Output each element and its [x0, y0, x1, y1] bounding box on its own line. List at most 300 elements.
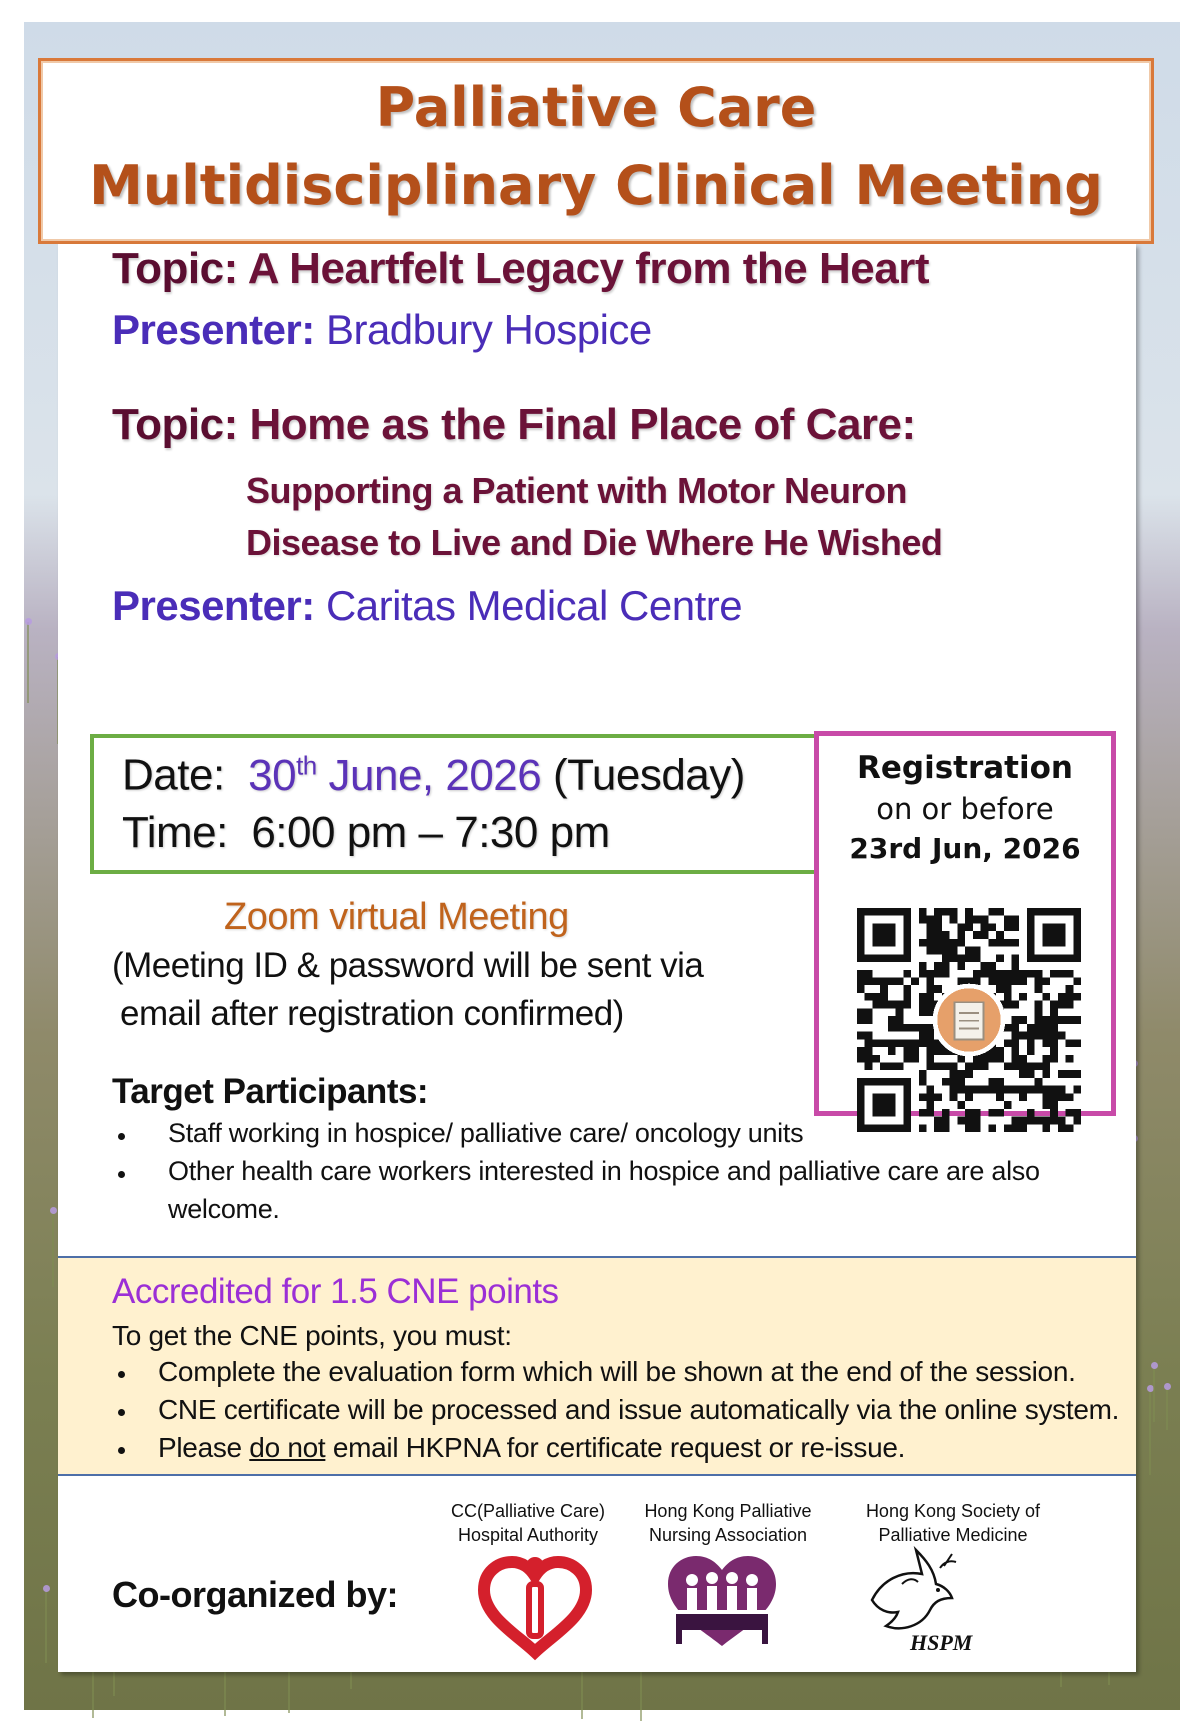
qr-module [957, 1070, 965, 1078]
target-heading: Target Participants: [112, 1072, 429, 1111]
qr-module [911, 1047, 919, 1055]
qr-module [1011, 923, 1019, 931]
qr-module [1066, 1070, 1074, 1078]
flower-stem [27, 622, 29, 703]
qr-module [1004, 1101, 1012, 1109]
qr-module [919, 1078, 927, 1086]
organizer-ha-label [428, 1499, 628, 1547]
qr-module [1019, 993, 1027, 1001]
qr-module [1042, 1093, 1050, 1101]
time-line [122, 808, 610, 858]
session-1-topic [112, 244, 929, 294]
qr-module [934, 908, 942, 916]
qr-module [1011, 970, 1019, 978]
venue-note-line-1: (Meeting ID & password will be sent via [112, 946, 704, 985]
qr-module [988, 908, 996, 916]
qr-module [1050, 1093, 1058, 1101]
qr-module [903, 1024, 911, 1032]
lavender-flower [25, 618, 32, 625]
qr-module [957, 939, 965, 947]
qr-module [1011, 1047, 1019, 1055]
qr-module [880, 993, 888, 1001]
registration-qr-code[interactable] [857, 908, 1081, 1132]
qr-module [1019, 1070, 1027, 1078]
qr-module [973, 954, 981, 962]
qr-module [1019, 1086, 1027, 1094]
flower-stem [1166, 1387, 1168, 1430]
qr-module [965, 908, 973, 916]
hospital-authority-logo-icon [476, 1554, 594, 1658]
qr-module [957, 923, 965, 931]
qr-module [996, 1109, 1004, 1117]
qr-module [1027, 1039, 1035, 1047]
qr-module [1019, 978, 1027, 986]
qr-module [1066, 1124, 1074, 1132]
qr-module [1042, 993, 1050, 1001]
qr-module [927, 1093, 935, 1101]
qr-module [996, 954, 1004, 962]
qr-module [1027, 1070, 1035, 1078]
qr-module [981, 923, 989, 931]
qr-module [1035, 1016, 1043, 1024]
qr-module [1066, 993, 1074, 1001]
cne-item-3 [158, 1432, 905, 1464]
qr-module [973, 970, 981, 978]
qr-module [919, 1070, 927, 1078]
date-value [248, 751, 541, 800]
qr-module [919, 908, 927, 916]
organizer-ha-line-2: Hospital Authority [457, 1525, 599, 1545]
organizer-hkpna-label [618, 1499, 838, 1547]
qr-module [934, 1093, 942, 1101]
qr-module [988, 978, 996, 986]
qr-module [1066, 1109, 1074, 1117]
qr-module [919, 916, 927, 924]
qr-module [1019, 1016, 1027, 1024]
registration-deadline: 23rd Jun, 2026 [849, 832, 1081, 865]
qr-module [1004, 923, 1012, 931]
qr-module [934, 931, 942, 939]
bullet-dot [118, 1133, 125, 1140]
qr-module [996, 908, 1004, 916]
qr-module [981, 970, 989, 978]
qr-module [1073, 1070, 1081, 1078]
qr-module [1019, 1124, 1027, 1132]
qr-module [1050, 1039, 1058, 1047]
qr-module [927, 923, 935, 931]
qr-module [1011, 1001, 1019, 1009]
qr-module [1011, 978, 1019, 986]
qr-module [880, 1039, 888, 1047]
qr-module [903, 970, 911, 978]
qr-module [1050, 970, 1058, 978]
qr-module [1042, 978, 1050, 986]
qr-module [919, 1124, 927, 1132]
qr-module [973, 916, 981, 924]
qr-module [1050, 1047, 1058, 1055]
qr-module [950, 939, 958, 947]
title-line-2: Multidisciplinary Clinical Meeting [89, 154, 1103, 217]
qr-module [927, 1032, 935, 1040]
qr-module [1011, 916, 1019, 924]
qr-module [942, 954, 950, 962]
qr-module [1066, 1001, 1074, 1009]
session-2-subtitle-line-1: Supporting a Patient with Motor Neuron [246, 470, 907, 511]
qr-module [857, 1032, 865, 1040]
topic-title: : A Heartfelt Legacy from the Heart [223, 244, 929, 293]
date-rest: June, 2026 [328, 750, 542, 800]
qr-module [880, 985, 888, 993]
qr-module [1058, 1001, 1066, 1009]
cne-section [58, 1256, 1136, 1476]
qr-module [927, 931, 935, 939]
qr-module [1011, 1016, 1019, 1024]
qr-module [950, 908, 958, 916]
qr-module [1042, 1062, 1050, 1070]
qr-module [872, 1039, 880, 1047]
qr-module [965, 1117, 973, 1125]
qr-module [1004, 916, 1012, 924]
qr-module [1004, 993, 1012, 1001]
qr-module [1050, 1117, 1058, 1125]
organizer-hkpna-line-2: Nursing Association [648, 1525, 808, 1545]
qr-module [981, 1055, 989, 1063]
qr-module [927, 939, 935, 947]
qr-module [934, 1124, 942, 1132]
qr-module [896, 1016, 904, 1024]
cne-item-2: CNE certificate will be processed and issue automatically via the online system. [158, 1394, 1120, 1425]
qr-module [981, 916, 989, 924]
qr-module [934, 923, 942, 931]
registration-title: Registration [856, 750, 1073, 786]
qr-module [996, 1086, 1004, 1094]
qr-module [965, 1124, 973, 1132]
qr-module [872, 993, 880, 1001]
qr-module [1042, 1024, 1050, 1032]
session-2-subtitle-line-2: Disease to Live and Die Where He Wished [246, 522, 943, 563]
qr-module [1019, 970, 1027, 978]
hkpna-logo-icon [662, 1550, 782, 1650]
session-1-presenter [112, 306, 652, 354]
qr-module [942, 1117, 950, 1125]
qr-module [927, 916, 935, 924]
date-line [122, 750, 745, 801]
venue-title: Zoom virtual Meeting [224, 896, 569, 938]
qr-module [965, 947, 973, 955]
qr-module [919, 993, 927, 1001]
qr-module [857, 978, 865, 986]
qr-module [1011, 1055, 1019, 1063]
qr-module [865, 970, 873, 978]
qr-module [1004, 1086, 1012, 1094]
qr-module [934, 916, 942, 924]
qr-module [1004, 939, 1012, 947]
qr-module [1019, 1062, 1027, 1070]
qr-module [988, 1078, 996, 1086]
qr-module [919, 1001, 927, 1009]
registration-box [814, 731, 1116, 1116]
title-line-1: Palliative Care [375, 76, 817, 139]
qr-module [957, 1078, 965, 1086]
qr-module [965, 1070, 973, 1078]
qr-module [981, 1062, 989, 1070]
qr-module [857, 985, 865, 993]
qr-module [903, 1047, 911, 1055]
qr-module [1058, 1124, 1066, 1132]
qr-module [1073, 978, 1081, 986]
qr-module [903, 1055, 911, 1063]
qr-module [957, 954, 965, 962]
qr-module [1011, 1032, 1019, 1040]
date-weekday: (Tuesday) [552, 750, 745, 800]
qr-module [1058, 1093, 1066, 1101]
qr-module [911, 1024, 919, 1032]
qr-module [965, 1109, 973, 1117]
qr-module [973, 1109, 981, 1117]
qr-module [1073, 993, 1081, 1001]
qr-module [903, 985, 911, 993]
qr-module [942, 908, 950, 916]
qr-module [1035, 1078, 1043, 1086]
qr-module [942, 1062, 950, 1070]
hkspm-dove-logo-icon [852, 1540, 973, 1656]
qr-module [957, 1101, 965, 1109]
presenter-name: Bradbury Hospice [325, 306, 652, 353]
qr-module [988, 1124, 996, 1132]
qr-module [865, 1032, 873, 1040]
qr-module [988, 962, 996, 970]
qr-module [1035, 1062, 1043, 1070]
qr-module [927, 1039, 935, 1047]
qr-module [996, 985, 1004, 993]
qr-module [857, 970, 865, 978]
qr-module [934, 939, 942, 947]
qr-module [1027, 1062, 1035, 1070]
qr-module [934, 1047, 942, 1055]
qr-module [1004, 1039, 1012, 1047]
qr-module [911, 1055, 919, 1063]
qr-module [988, 1109, 996, 1117]
qr-module [957, 962, 965, 970]
qr-module [1058, 1070, 1066, 1078]
qr-module [973, 1086, 981, 1094]
qr-module [888, 1016, 896, 1024]
qr-module [927, 1086, 935, 1094]
date-suffix: th [296, 750, 317, 780]
qr-module [950, 954, 958, 962]
session-2-presenter [112, 582, 742, 630]
qr-module [1004, 1062, 1012, 1070]
qr-module [965, 923, 973, 931]
qr-module [1042, 1032, 1050, 1040]
qr-module [1058, 1117, 1066, 1125]
qr-module [1019, 1117, 1027, 1125]
qr-module [1050, 1101, 1058, 1109]
qr-module [957, 931, 965, 939]
qr-module [1066, 1093, 1074, 1101]
target-item-1: Staff working in hospice/ palliative care/ oncology units [168, 1118, 804, 1148]
qr-module [888, 1039, 896, 1047]
qr-module [1050, 1001, 1058, 1009]
registration-sub: on or before [876, 792, 1054, 826]
qr-module [965, 1062, 973, 1070]
qr-module [1073, 1039, 1081, 1047]
qr-module [942, 939, 950, 947]
qr-module [857, 1016, 865, 1024]
qr-module [1042, 1101, 1050, 1109]
qr-module [1073, 1086, 1081, 1094]
qr-module [1035, 978, 1043, 986]
qr-module [1035, 1086, 1043, 1094]
qr-module [942, 947, 950, 955]
qr-module [1004, 1124, 1012, 1132]
target-item-2: Other health care workers interested in hospice and palliative care are also [168, 1156, 1040, 1186]
qr-module [1011, 939, 1019, 947]
organizer-hkspm-line-1: Hong Kong Society of [865, 1501, 1041, 1521]
qr-module [988, 939, 996, 947]
qr-module [1050, 1086, 1058, 1094]
qr-module [896, 1001, 904, 1009]
qr-module [857, 1008, 865, 1016]
qr-module [996, 970, 1004, 978]
qr-module [988, 1055, 996, 1063]
qr-module [981, 931, 989, 939]
lavender-flower [50, 1207, 57, 1214]
qr-module [919, 1039, 927, 1047]
lavender-flower [43, 1585, 50, 1592]
cne-item-3-before: Please [158, 1432, 250, 1463]
qr-module [911, 978, 919, 986]
qr-module [950, 1070, 958, 1078]
bullet-dot [118, 1447, 125, 1454]
qr-module [1004, 985, 1012, 993]
lavender-flower [1164, 1383, 1171, 1390]
cne-item-3-after: email HKPNA for certificate request or re-issue. [325, 1432, 906, 1463]
qr-module [1042, 1070, 1050, 1078]
qr-module [996, 931, 1004, 939]
qr-module [896, 978, 904, 986]
qr-module [981, 1086, 989, 1094]
qr-module [857, 1055, 865, 1063]
flower-stem [45, 1589, 47, 1663]
qr-module [942, 1124, 950, 1132]
qr-module [934, 947, 942, 955]
qr-module [857, 1047, 865, 1055]
session-2-topic [112, 400, 916, 450]
organizer-ha-line-1: CC(Palliative Care) [450, 1501, 606, 1521]
flower-stem [52, 1211, 54, 1287]
qr-module [1066, 970, 1074, 978]
date-label: Date: [122, 750, 225, 800]
lavender-flower [1151, 1362, 1158, 1369]
qr-module [957, 1117, 965, 1125]
qr-module [1004, 978, 1012, 986]
qr-module [1035, 1024, 1043, 1032]
qr-module [1050, 1055, 1058, 1063]
bullet-dot [118, 1409, 125, 1416]
qr-module [1066, 1055, 1074, 1063]
qr-module [896, 1039, 904, 1047]
target-item-2-continued: welcome. [168, 1194, 280, 1224]
time-value: 6:00 pm – 7:30 pm [251, 808, 610, 857]
qr-module [934, 970, 942, 978]
qr-module [1058, 1016, 1066, 1024]
qr-module [1050, 1008, 1058, 1016]
hkspm-logo-text: HSPM [910, 1630, 973, 1655]
qr-module [957, 1086, 965, 1094]
qr-module [1042, 1016, 1050, 1024]
qr-module [934, 1062, 942, 1070]
qr-module [1066, 985, 1074, 993]
qr-module [1019, 1093, 1027, 1101]
bullet-dot [118, 1371, 125, 1378]
qr-module [981, 962, 989, 970]
qr-module [888, 978, 896, 986]
qr-module [1066, 1016, 1074, 1024]
cne-heading: Accredited for 1.5 CNE points [112, 1272, 559, 1311]
qr-module [927, 1001, 935, 1009]
qr-module [1035, 1117, 1043, 1125]
qr-module [865, 1062, 873, 1070]
qr-module [1058, 1086, 1066, 1094]
qr-module [1050, 1016, 1058, 1024]
qr-module [888, 1024, 896, 1032]
qr-module [1011, 962, 1019, 970]
qr-module [888, 1062, 896, 1070]
qr-module [927, 978, 935, 986]
qr-module [919, 1032, 927, 1040]
qr-module [988, 970, 996, 978]
topic-label: Topic [112, 244, 224, 293]
qr-module [973, 1117, 981, 1125]
qr-module [988, 923, 996, 931]
qr-module [996, 978, 1004, 986]
qr-module [1011, 1039, 1019, 1047]
qr-module [942, 962, 950, 970]
qr-module [872, 1055, 880, 1063]
qr-module [865, 1039, 873, 1047]
qr-module [865, 1008, 873, 1016]
topic-label: Topic [112, 400, 224, 449]
qr-module [1004, 1001, 1012, 1009]
qr-module [927, 985, 935, 993]
qr-module [1027, 1086, 1035, 1094]
qr-module [903, 1001, 911, 1009]
qr-module [1027, 1117, 1035, 1125]
qr-module [1042, 1086, 1050, 1094]
qr-module [942, 1078, 950, 1086]
qr-module [919, 962, 927, 970]
qr-module [1035, 985, 1043, 993]
qr-module [880, 978, 888, 986]
qr-module [934, 962, 942, 970]
cne-item-3-emphasis: do not [249, 1432, 326, 1463]
organizer-hkpna-line-1: Hong Kong Palliative [644, 1501, 812, 1521]
time-label: Time: [122, 808, 228, 857]
qr-module [1073, 1016, 1081, 1024]
flower-stem [1153, 1366, 1155, 1422]
qr-module [973, 931, 981, 939]
qr-module [1011, 1024, 1019, 1032]
qr-module [865, 1055, 873, 1063]
qr-module [1027, 1032, 1035, 1040]
qr-module [1050, 1109, 1058, 1117]
qr-module [1058, 970, 1066, 978]
qr-module [865, 1047, 873, 1055]
qr-module [927, 1109, 935, 1117]
date-time-box [90, 734, 816, 874]
qr-module [927, 970, 935, 978]
